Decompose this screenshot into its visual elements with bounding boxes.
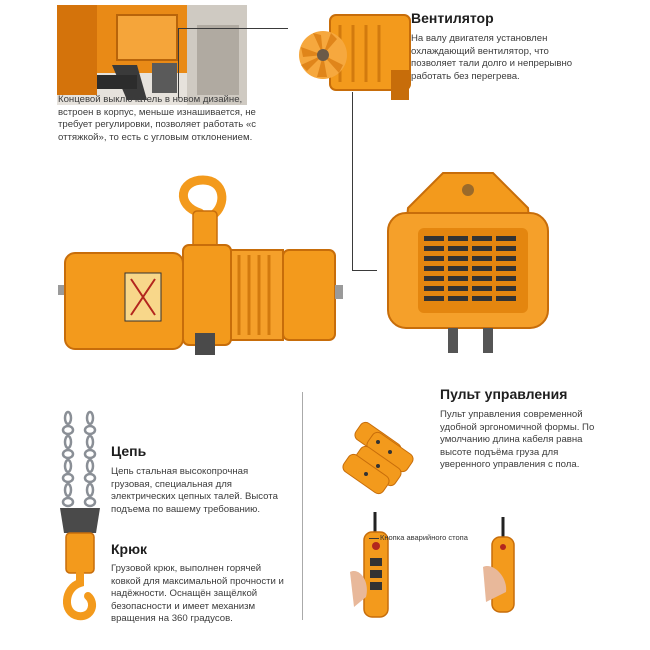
fan-photo	[295, 10, 410, 100]
pendants-group-photo	[328, 418, 438, 498]
pendant-in-hand-photo	[350, 512, 400, 627]
fan-cover-photo	[378, 168, 548, 358]
chain-description: Цепь стальная высокопрочная грузовая, специальная для электрических цепных талей. Высота подъема по вашему требованию.	[111, 466, 278, 515]
chain-photo	[56, 408, 104, 638]
hoist-photo	[55, 175, 345, 355]
hook-description: Грузовой крюк, выполнен горячей ковкой для максимальной прочности и надёжности. Оснащён защёлкой безопасности и имеет механизм вращения на 360 градусов.	[111, 563, 284, 625]
chain-title: Цепь	[111, 443, 147, 459]
emergency-stop-label: Кнопка аварийного стопа	[380, 533, 468, 542]
pendant-description: Пульт управления современной удобной эргономичной формы. По умолчанию длина кабеля равна высоте подъёма груза для уверенного управления с пола.	[440, 409, 595, 471]
pendant-in-hand-side-photo	[478, 517, 533, 617]
pendant-title: Пульт управления	[440, 386, 568, 402]
fan-title: Вентилятор	[411, 10, 494, 26]
hook-title: Крюк	[111, 541, 148, 557]
limit-switch-photo	[57, 5, 247, 105]
fan-description: На валу двигателя установлен охлаждающий вентилятор, что позволяет тали долго и непрерывно работать без перегрева.	[411, 33, 573, 82]
section-divider	[302, 392, 303, 620]
limit-switch-description: Концевой выключатель в новом дизайне, встроен в корпус, меньше изнашивается, не требует регулировки, позволяет работать «с оттяжкой», то есть с угловым отклонением.	[58, 94, 257, 143]
